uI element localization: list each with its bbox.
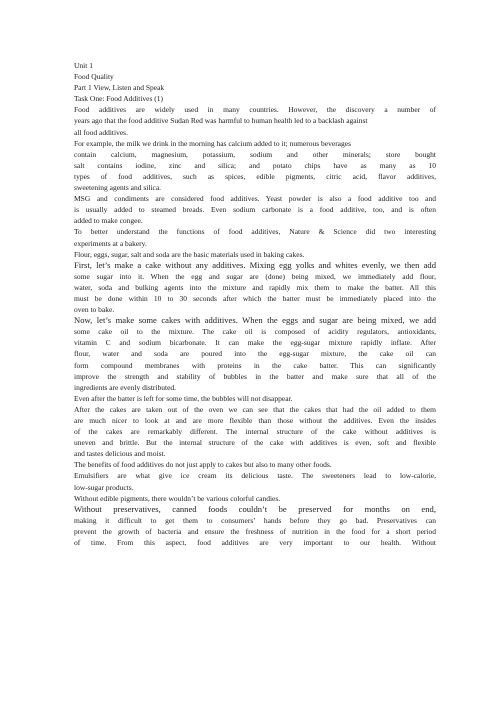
text-line: making it difficult to get them to consumers’ hands before they go bad. Preservatives can [74,515,436,525]
text-line: form compound membranes with proteins in the cake batter. This can significantly [74,360,436,370]
text-line: vitamin C and sodium bicarbonate. It can make the egg-sugar mixture rapidly inflate. After [74,338,436,348]
text-line: flour, water and soda are poured into the egg-sugar mixture, the cake oil can [74,349,436,359]
text-line: The benefits of food additives do not just apply to cakes but also to many other foods. [74,460,332,470]
text-line: contain calcium, magnesium, potassium, sodium and other minerals; store bought [74,149,436,159]
text-line: Flour, eggs, sugar, salt and soda are the basic materials used in baking cakes. [74,249,305,259]
text-line: Emulsifiers are what give ice cream its delicious taste. The sweeteners lead to low-calorie, [74,471,436,481]
text-line: added to make congee. [74,216,143,226]
text-line: Now, let’s make some cakes with additives. When the eggs and sugar are being mixed, we add [74,315,436,326]
text-line: some cake oil to the mixture. The cake oil is composed of acidity regulators, antioxidants, [74,327,436,337]
text-line: ingredients are evenly distributed. [74,382,177,392]
text-line: are much nicer to look at and are more flexible than those without the additives. Even the insides [74,416,436,425]
text-line: and tastes delicious and moist. [74,449,166,459]
text-line: years ago that the food additive Sudan Red was harmful to human health led to a backlash against [74,116,368,126]
text-line: of time. From this aspect, food additives are very important to our health. Without [74,538,436,548]
text-line: must be done within 10 to 30 seconds after which the batter must be immediately placed into the [74,293,436,303]
text-line: To better understand the functions of food additives, Nature & Science did two interesting [74,227,436,237]
text-line: Even after the batter is left for some time, the bubbles will not disappear. [74,393,293,403]
unit-heading: Unit 1 [74,61,93,70]
text-line: all food additives. [74,127,128,137]
text-line: uneven and brittle. But the internal structure of the cake with additives is even, soft and flexible [74,438,436,448]
text-line: sweetening agents and silica. [74,183,162,193]
text-line: Food additives are widely used in many countries. However, the discovery a number of [74,105,436,115]
text-line: of the cakes are remarkably different. The internal structure of the cake without additives is [74,427,436,437]
text-line: For example, the milk we drink in the morning has calcium added to it; numerous beverages [74,138,352,148]
document-body [74,60,436,548]
text-line: salt contains iodine, zinc and silica; and potato chips have as many as 10 [74,160,436,170]
text-line: Without edible pigments, there wouldn’t be various colorful candies. [74,493,281,503]
section-title: Food Quality [74,72,114,82]
text-line: types of food additives, such as spices, edible pigments, citric acid, flavor additives, [74,171,436,181]
text-line: improve the strength and stability of bubbles in the batter and make sure that all of the [74,371,436,381]
text-line: After the cakes are taken out of the oven we can see that the cakes that had the oil added to them [74,404,436,414]
task-title: Task One: Food Additives (1) [74,94,164,104]
text-line: prevent the growth of bacteria and ensure the freshness of nutrition in the food for a short period [74,526,436,536]
text-line: First, let’s make a cake without any additives. Mixing egg yolks and whites evenly, we then add [74,259,436,270]
text-line: MSG and condiments are considered food additives. Yeast powder is also a food additive too and [74,194,436,204]
text-line: water, soda and bulking agents into the mixture and rapidly mix them to make the batter. All this [74,282,436,292]
text-line: Part 1 View, Listen and Speak [74,83,165,93]
text-line: oven to bake. [74,305,115,315]
text-line: Without preservatives, canned foods couldn’t be preserved for months on end, [74,503,436,514]
text-line: low-sugar products. [74,482,134,492]
text-line: some sugar into it. When the egg and sugar are (done) being mixed, we immediately add flour, [74,271,436,281]
text-line: is usually added to steamed breads. Even sodium carbonate is a food additive, too, and is often [74,205,436,215]
text-line: experiments at a bakery. [74,238,147,248]
